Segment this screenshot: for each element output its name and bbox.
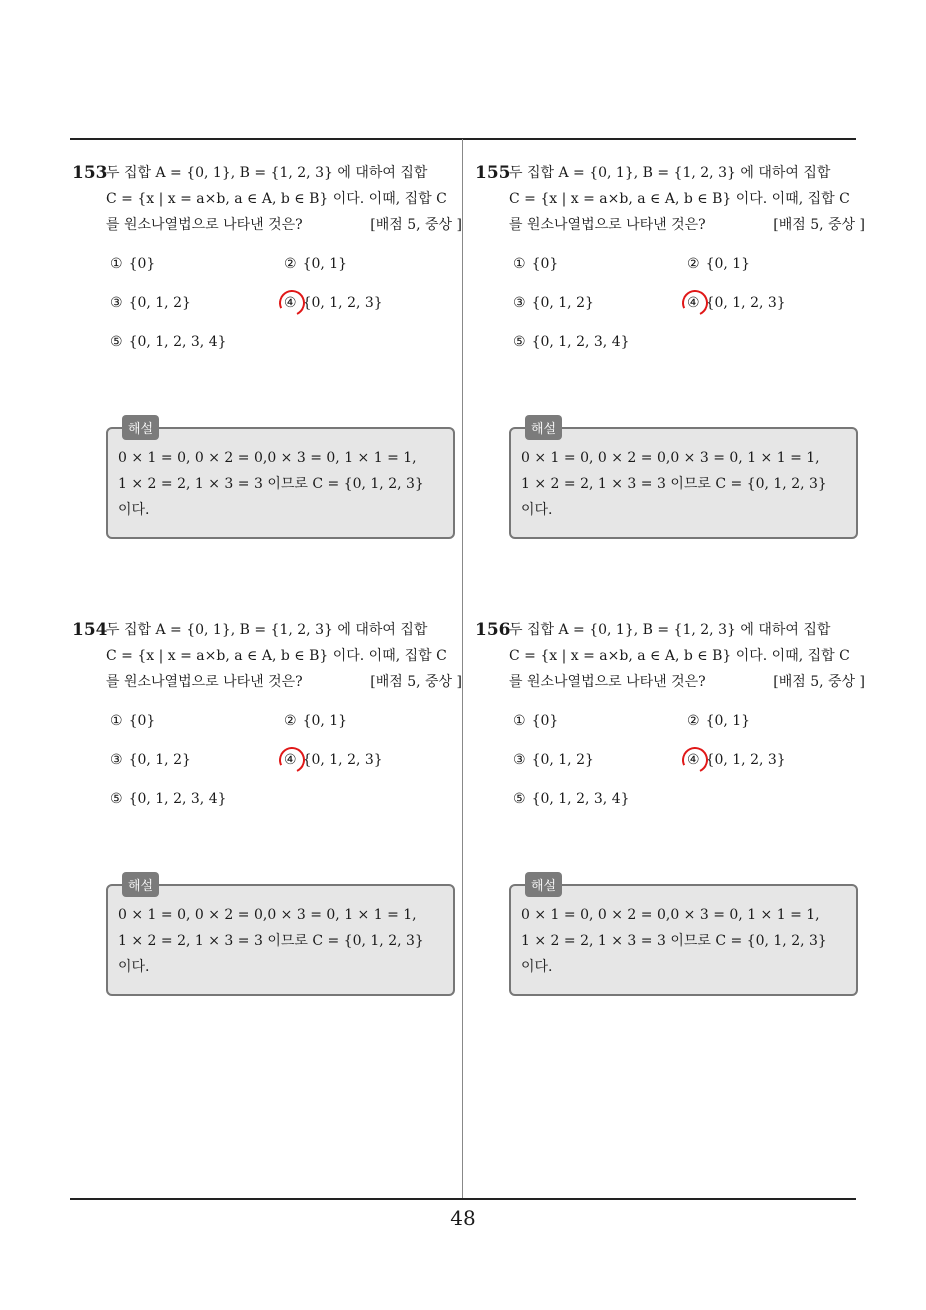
- choice-mark-glyph: ④: [687, 752, 700, 768]
- choice-text: {0, 1}: [705, 256, 751, 272]
- choice-text: {0, 1, 2, 3, 4}: [531, 334, 630, 350]
- solution-tag: 해설: [525, 415, 562, 440]
- choice-mark: ③: [513, 752, 526, 768]
- choice-mark: ①: [513, 713, 526, 729]
- choice-text: {0, 1, 2, 3, 4}: [128, 791, 227, 807]
- choice-2[interactable]: [687, 713, 750, 729]
- choice-mark: ⑤: [513, 334, 526, 350]
- choice-text: {0, 1, 2, 3}: [705, 295, 786, 311]
- solution-line-1: 0 × 1 = 0, 0 × 2 = 0,0 × 3 = 0, 1 × 1 = 1,: [118, 450, 417, 466]
- choice-mark: [687, 295, 700, 311]
- solution-line-3: 이다.: [521, 959, 553, 975]
- score-label: [배점 5, 중상 ]: [773, 217, 865, 233]
- choice-text: {0, 1, 2, 3}: [302, 752, 383, 768]
- choice-3[interactable]: [513, 295, 594, 311]
- choice-text: {0, 1, 2}: [128, 752, 191, 768]
- stem-line-2: C = {x | x = a×b, a ∈ A, b ∈ B} 이다. 이때, 집합 C: [106, 191, 447, 207]
- stem-line-1: 두 집합 A = {0, 1}, B = {1, 2, 3} 에 대하여 집합: [106, 622, 428, 638]
- choice-text: {0}: [128, 713, 156, 729]
- page-number: 48: [450, 1206, 476, 1230]
- answer-circle-icon: [678, 286, 711, 319]
- stem-line-3: [509, 669, 865, 695]
- stem-line-1: 두 집합 A = {0, 1}, B = {1, 2, 3} 에 대하여 집합: [106, 165, 428, 181]
- choice-5[interactable]: [513, 334, 630, 350]
- choice-text: {0}: [531, 256, 559, 272]
- stem-question: 를 원소나열법으로 나타낸 것은?: [106, 674, 303, 690]
- solution-line-2: 1 × 2 = 2, 1 × 3 = 3 이므로 C = {0, 1, 2, 3}: [118, 933, 424, 949]
- problem-number: 154: [72, 620, 108, 640]
- solution-line-3: 이다.: [118, 502, 150, 518]
- choice-mark: ②: [687, 713, 700, 729]
- solution-box: [509, 422, 858, 539]
- choice-5[interactable]: [513, 791, 630, 807]
- solution-box: [509, 879, 858, 996]
- stem-question: 를 원소나열법으로 나타낸 것은?: [509, 674, 706, 690]
- choice-text: {0, 1, 2, 3, 4}: [128, 334, 227, 350]
- choice-mark-glyph: ④: [284, 752, 297, 768]
- solution-tag: 해설: [525, 872, 562, 897]
- problem-stem: [72, 160, 462, 238]
- choice-mark: ①: [513, 256, 526, 272]
- choice-text: {0, 1}: [302, 256, 348, 272]
- solution-line-3: 이다.: [521, 502, 553, 518]
- choice-4[interactable]: [687, 295, 786, 311]
- answer-circle-icon: [275, 743, 308, 776]
- choice-mark: ①: [110, 256, 123, 272]
- choice-4[interactable]: [284, 752, 383, 768]
- answer-circle-icon: [275, 286, 308, 319]
- choice-3[interactable]: [110, 295, 191, 311]
- choice-mark-glyph: ④: [284, 295, 297, 311]
- choices: [72, 252, 462, 372]
- solution-body: [521, 445, 846, 523]
- choice-text: {0, 1, 2, 3}: [302, 295, 383, 311]
- choice-mark: ⑤: [110, 334, 123, 350]
- solution-tag: 해설: [122, 872, 159, 897]
- choice-text: {0}: [531, 713, 559, 729]
- choice-text: {0, 1, 2}: [531, 295, 594, 311]
- problem-155: [475, 160, 865, 518]
- score-label: [배점 5, 중상 ]: [773, 674, 865, 690]
- stem-line-3: [106, 669, 462, 695]
- stem-line-1: 두 집합 A = {0, 1}, B = {1, 2, 3} 에 대하여 집합: [509, 165, 831, 181]
- choice-2[interactable]: [284, 713, 347, 729]
- solution-body: [118, 902, 443, 980]
- choice-1[interactable]: [110, 713, 155, 729]
- problem-stem: [475, 160, 865, 238]
- solution-line-3: 이다.: [118, 959, 150, 975]
- choice-mark: ②: [284, 713, 297, 729]
- choice-text: {0}: [128, 256, 156, 272]
- stem-line-3: [509, 212, 865, 238]
- choice-mark: ⑤: [110, 791, 123, 807]
- solution-line-1: 0 × 1 = 0, 0 × 2 = 0,0 × 3 = 0, 1 × 1 = 1,: [521, 450, 820, 466]
- choice-2[interactable]: [284, 256, 347, 272]
- choice-1[interactable]: [110, 256, 155, 272]
- choices: [475, 709, 865, 829]
- stem-line-3: [106, 212, 462, 238]
- stem-line-1: 두 집합 A = {0, 1}, B = {1, 2, 3} 에 대하여 집합: [509, 622, 831, 638]
- choice-text: {0, 1, 2}: [128, 295, 191, 311]
- solution-line-2: 1 × 2 = 2, 1 × 3 = 3 이므로 C = {0, 1, 2, 3}: [521, 933, 827, 949]
- choices: [475, 252, 865, 372]
- stem-line-2: C = {x | x = a×b, a ∈ A, b ∈ B} 이다. 이때, 집합 C: [106, 648, 447, 664]
- choice-4[interactable]: [687, 752, 786, 768]
- choice-mark: ②: [687, 256, 700, 272]
- choice-mark: ③: [513, 295, 526, 311]
- problem-154: [72, 617, 462, 975]
- choice-4[interactable]: [284, 295, 383, 311]
- choice-1[interactable]: [513, 713, 558, 729]
- problem-number: 155: [475, 163, 511, 183]
- problem-156: [475, 617, 865, 975]
- score-label: [배점 5, 중상 ]: [370, 674, 462, 690]
- problem-number: 153: [72, 163, 108, 183]
- solution-box: [106, 422, 455, 539]
- solution-tag: 해설: [122, 415, 159, 440]
- choice-3[interactable]: [513, 752, 594, 768]
- choice-mark: ②: [284, 256, 297, 272]
- stem-line-2: C = {x | x = a×b, a ∈ A, b ∈ B} 이다. 이때, 집합 C: [509, 648, 850, 664]
- choice-text: {0, 1, 2, 3, 4}: [531, 791, 630, 807]
- choice-3[interactable]: [110, 752, 191, 768]
- score-label: [배점 5, 중상 ]: [370, 217, 462, 233]
- solution-box: [106, 879, 455, 996]
- choice-mark: ③: [110, 295, 123, 311]
- choices: [72, 709, 462, 829]
- problem-stem: [475, 617, 865, 695]
- problem-number: 156: [475, 620, 511, 640]
- bottom-rule: [70, 1198, 856, 1200]
- choice-mark-glyph: ④: [687, 295, 700, 311]
- stem-question: 를 원소나열법으로 나타낸 것은?: [106, 217, 303, 233]
- choice-mark: [687, 752, 700, 768]
- choice-mark: [284, 295, 297, 311]
- column-divider: [462, 139, 463, 1199]
- solution-body: [521, 902, 846, 980]
- choice-mark: [284, 752, 297, 768]
- stem-line-2: C = {x | x = a×b, a ∈ A, b ∈ B} 이다. 이때, 집합 C: [509, 191, 850, 207]
- solution-line-1: 0 × 1 = 0, 0 × 2 = 0,0 × 3 = 0, 1 × 1 = 1,: [118, 907, 417, 923]
- choice-5[interactable]: [110, 334, 227, 350]
- choice-mark: ⑤: [513, 791, 526, 807]
- solution-line-2: 1 × 2 = 2, 1 × 3 = 3 이므로 C = {0, 1, 2, 3}: [521, 476, 827, 492]
- choice-mark: ③: [110, 752, 123, 768]
- choice-5[interactable]: [110, 791, 227, 807]
- choice-2[interactable]: [687, 256, 750, 272]
- choice-text: {0, 1, 2, 3}: [705, 752, 786, 768]
- choice-text: {0, 1}: [302, 713, 348, 729]
- choice-mark: ①: [110, 713, 123, 729]
- problem-stem: [72, 617, 462, 695]
- solution-line-2: 1 × 2 = 2, 1 × 3 = 3 이므로 C = {0, 1, 2, 3}: [118, 476, 424, 492]
- problem-153: [72, 160, 462, 518]
- choice-text: {0, 1, 2}: [531, 752, 594, 768]
- choice-1[interactable]: [513, 256, 558, 272]
- solution-line-1: 0 × 1 = 0, 0 × 2 = 0,0 × 3 = 0, 1 × 1 = 1,: [521, 907, 820, 923]
- stem-question: 를 원소나열법으로 나타낸 것은?: [509, 217, 706, 233]
- answer-circle-icon: [678, 743, 711, 776]
- choice-text: {0, 1}: [705, 713, 751, 729]
- top-rule: [70, 138, 856, 140]
- solution-body: [118, 445, 443, 523]
